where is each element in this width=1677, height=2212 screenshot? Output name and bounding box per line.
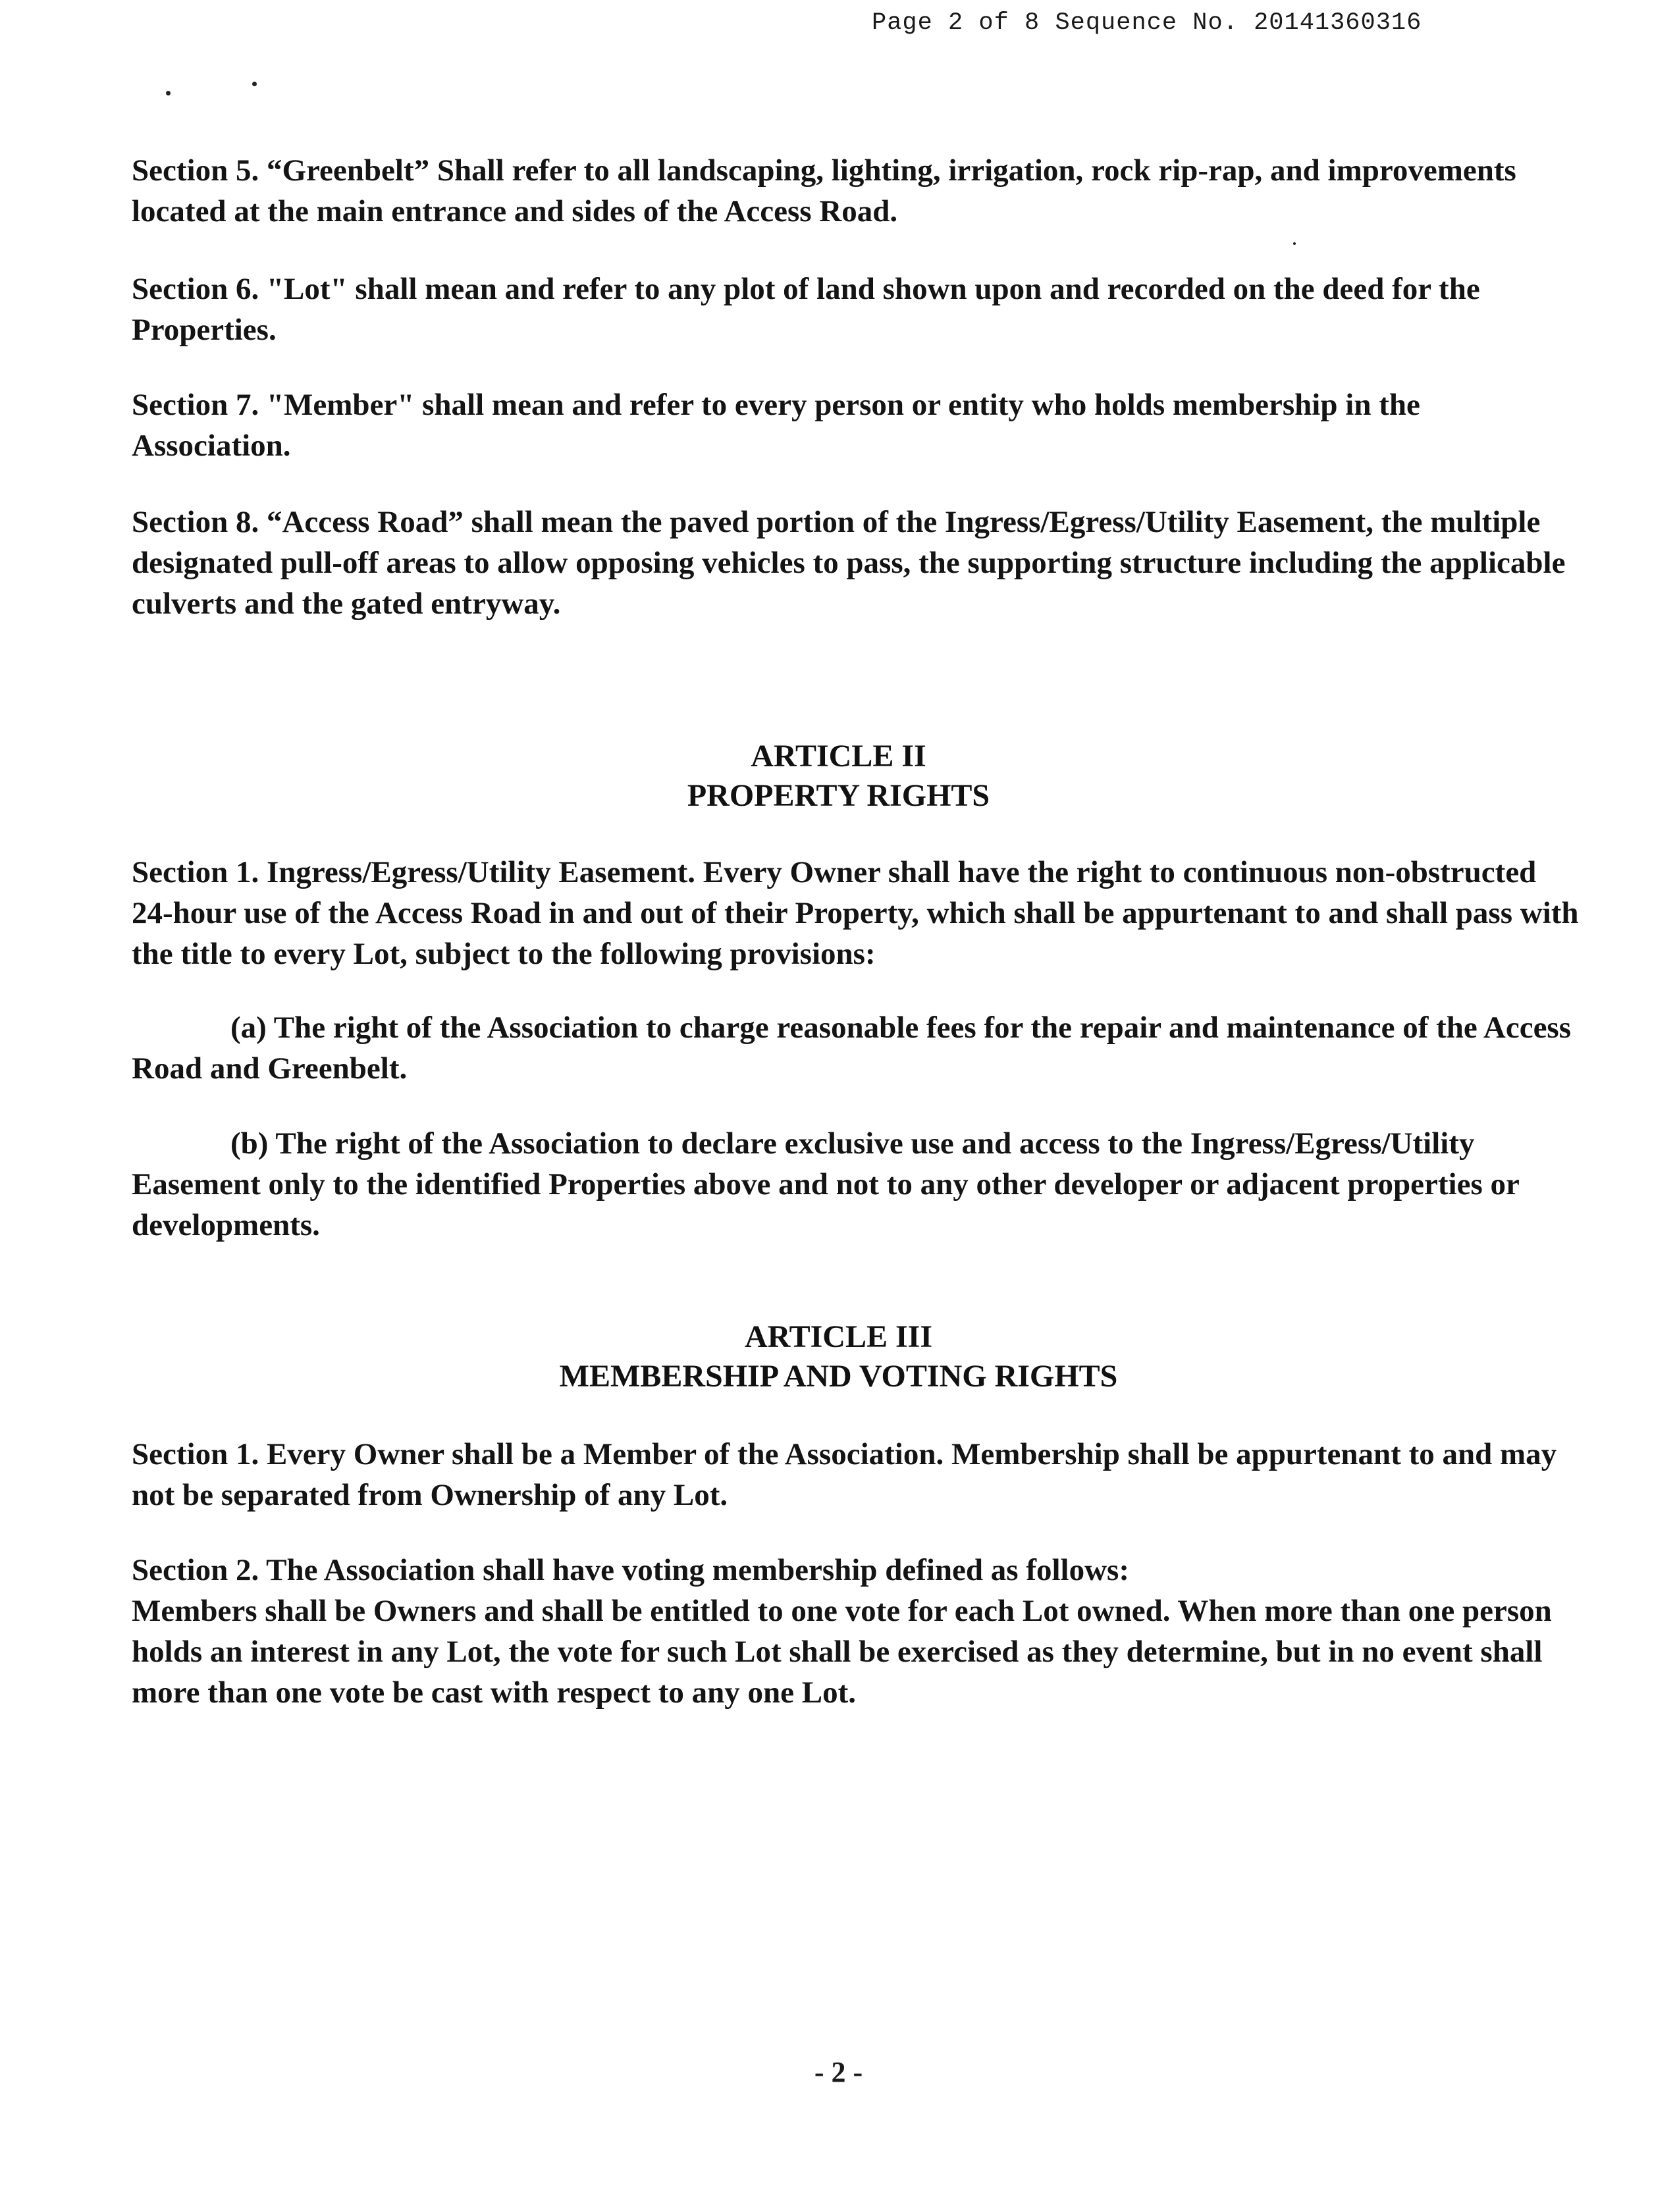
paragraph: Section 7. "Member" shall mean and refer to every person or entity who holds membership in the Association. [132, 388, 1420, 463]
page-number: - 2 - [814, 2056, 863, 2088]
scan-speck [166, 91, 171, 95]
paragraph: Section 5. “Greenbelt” Shall refer to all landscaping, lighting, irrigation, rock rip-rap, and improvements located at the main entrance and sides of the Access Road. [132, 153, 1516, 228]
article-i-section-6 [132, 269, 1580, 350]
article-i-section-7 [132, 384, 1580, 466]
section-2-heading: Section 2. The Association shall have voting membership defined as follows: [132, 1553, 1129, 1587]
article-ii-provision-a [132, 1007, 1580, 1089]
article-ii-subtitle: PROPERTY RIGHTS [687, 778, 990, 813]
article-iii-title: ARTICLE III [744, 1319, 933, 1354]
paragraph: Section 8. “Access Road” shall mean the paved portion of the Ingress/Egress/Utility Easement, the multiple designated pull-off areas to allow opposing vehicles to pass, the supporting structure including the applicable culverts and the gated entryway. [132, 505, 1566, 621]
article-iii-section-1 [132, 1434, 1580, 1515]
sequence-stamp: Page 2 of 8 Sequence No. 20141360316 [872, 9, 1422, 37]
article-ii-section-1 [132, 852, 1580, 974]
paragraph: (a) The right of the Association to charge reasonable fees for the repair and maintenance of the Access Road and Greenbelt. [132, 1011, 1572, 1086]
paragraph: Section 6. "Lot" shall mean and refer to any plot of land shown upon and recorded on the deed for the Properties. [132, 272, 1480, 347]
scan-speck [1293, 242, 1296, 245]
section-2-body: Members shall be Owners and shall be entitled to one vote for each Lot owned. When more than one person holds an interest in any Lot, the vote for such Lot shall be exercised as they determine, but in no event shall more than one vote be cast with respect to any one Lot. [132, 1594, 1552, 1710]
article-i-section-8 [132, 502, 1580, 624]
article-i-section-5 [132, 150, 1580, 232]
paragraph: Section 1. Ingress/Egress/Utility Easement. Every Owner shall have the right to continuous non-obstructed 24-hour use of the Access Road in and out of their Property, which shall be appurtenant to and shall pass with the title to every Lot, subject to the following provisions: [132, 855, 1579, 971]
scan-speck [252, 82, 257, 86]
article-iii-section-2 [132, 1550, 1580, 1713]
article-ii-title: ARTICLE II [751, 739, 926, 774]
paragraph: (b) The right of the Association to declare exclusive use and access to the Ingress/Egress/Utility Easement only to the identified Properties above and not to any other developer or adjacent properties or developments. [132, 1126, 1520, 1242]
article-iii-subtitle: MEMBERSHIP AND VOTING RIGHTS [559, 1359, 1118, 1394]
article-ii-provision-b [132, 1123, 1580, 1246]
paragraph: Section 1. Every Owner shall be a Member of the Association. Membership shall be appurtenant to and may not be separated from Ownership of any Lot. [132, 1437, 1557, 1512]
